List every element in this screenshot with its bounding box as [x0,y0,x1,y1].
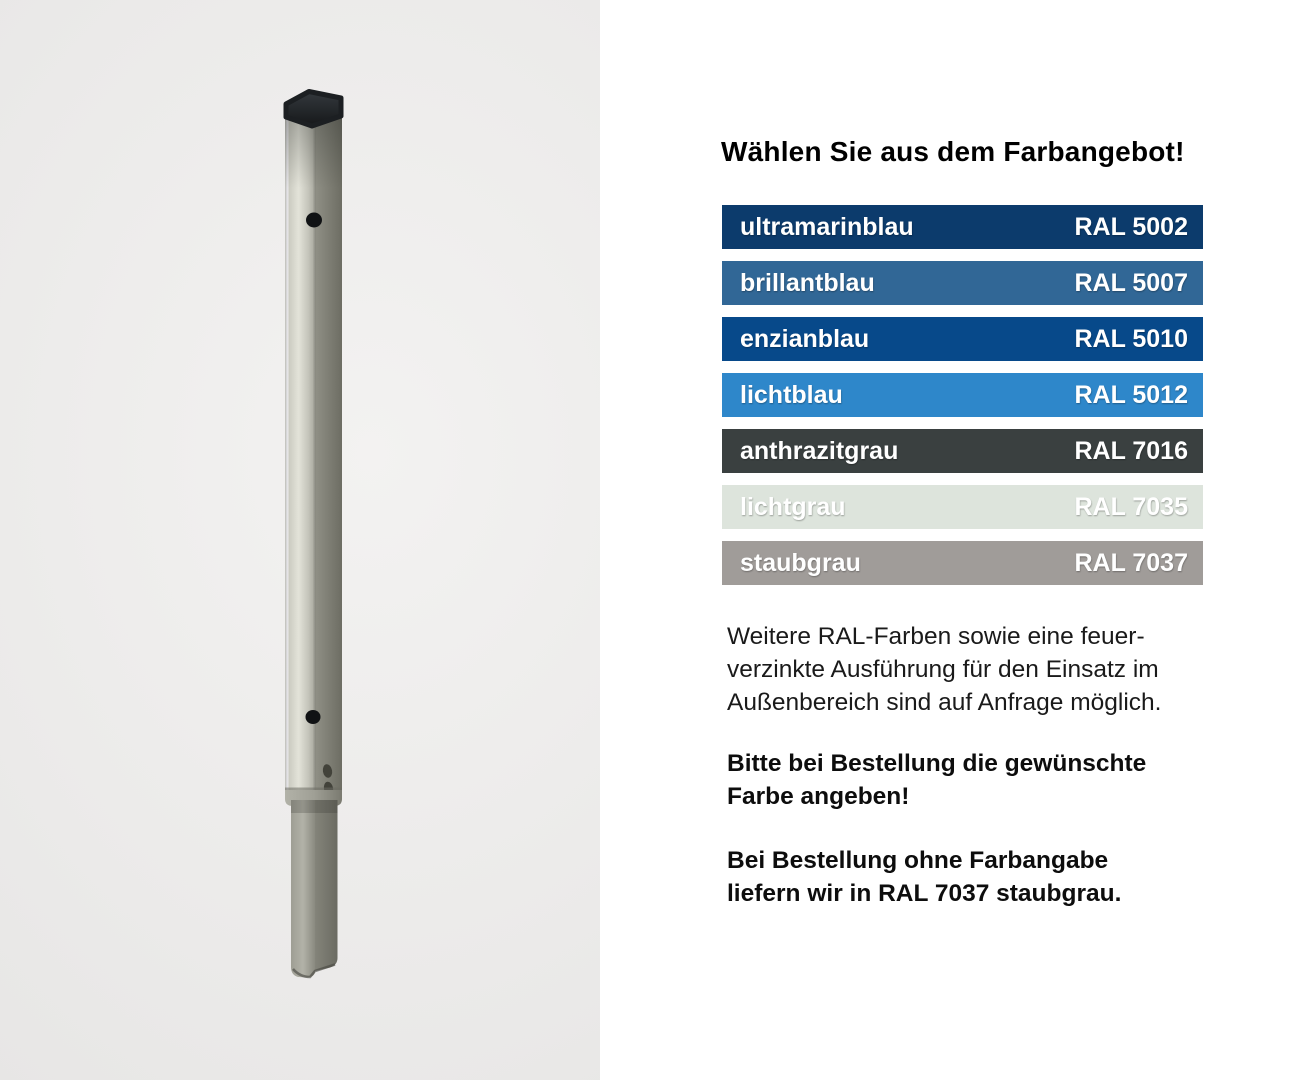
swatch-name-label: staubgrau [740,548,861,577]
swatch-ral-label: RAL 5007 [1074,268,1188,297]
swatch-name-label: anthrazitgrau [740,436,899,465]
color-swatch-row-ultramarinblau [722,205,1203,249]
color-swatch-row-anthrazitgrau [722,429,1203,473]
square-post-illustration [0,0,600,1080]
note-availability [727,620,1227,719]
color-swatch-row-lichtgrau [722,485,1203,529]
swatch-name-label: enzianblau [740,324,870,353]
swatch-ral-label: RAL 5002 [1074,212,1188,241]
color-swatch-list [722,205,1203,585]
swatch-ral-label: RAL 7035 [1074,492,1188,521]
post-top-cap [286,92,341,127]
note-line: Bei Bestellung ohne Farbangabe [727,847,1109,874]
product-image-panel [0,0,600,1080]
swatch-ral-label: RAL 5010 [1074,324,1188,353]
post-hole-top [306,213,322,228]
spike-side-face [315,800,338,971]
swatch-ral-label: RAL 5012 [1074,380,1188,409]
note-line: liefern wir in RAL 7037 staubgrau. [727,880,1122,907]
note-line: Farbe angeben! [727,783,910,810]
post-hole-bottom [306,710,321,724]
note-line: Außenbereich sind auf Anfrage möglich. [727,689,1162,716]
color-swatch-row-enzianblau [722,317,1203,361]
note-order-request [727,747,1227,813]
note-default-color [727,844,1227,910]
spike-front-face [291,800,315,978]
note-line: Bitte bei Bestellung die gewünschte [727,750,1147,777]
page-title: Wählen Sie aus dem Farbangebot! [721,136,1185,167]
swatch-ral-label: RAL 7016 [1074,436,1188,465]
swatch-name-label: ultramarinblau [740,212,914,241]
swatch-ral-label: RAL 7037 [1074,548,1188,577]
swatch-name-label: brillantblau [740,268,875,297]
color-swatch-row-staubgrau [722,541,1203,585]
color-swatch-row-brillantblau [722,261,1203,305]
note-line: Weitere RAL-Farben sowie eine feuer- [727,623,1145,650]
swatch-name-label: lichtblau [740,380,843,409]
note-line: verzinkte Ausführung für den Einsatz im [727,656,1159,683]
color-swatch-row-lichtblau [722,373,1203,417]
swatch-name-label: lichtgrau [740,492,846,521]
